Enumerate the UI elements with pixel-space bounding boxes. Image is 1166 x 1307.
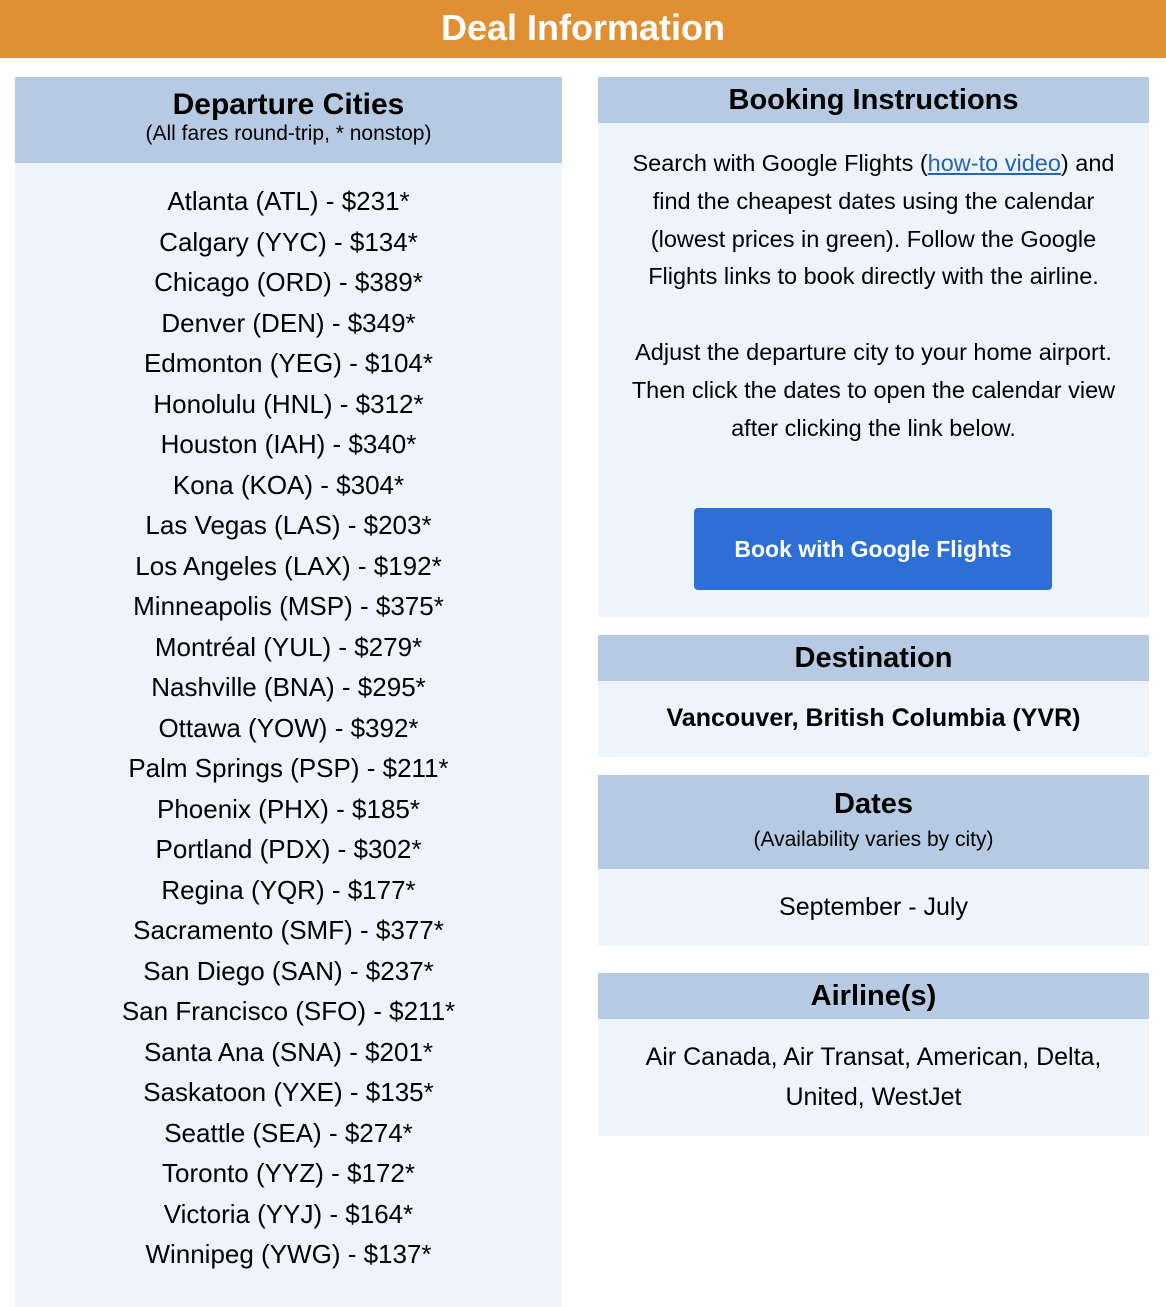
departure-city-item: Los Angeles (LAX) - $192* (135, 550, 442, 581)
departure-city-item: Minneapolis (MSP) - $375* (133, 591, 444, 621)
dates-title: Dates (834, 788, 913, 820)
departure-city-item: Nashville (BNA) - $295* (151, 672, 426, 702)
departure-city-item: Honolulu (HNL) - $312* (153, 388, 424, 419)
destination-title: Destination (794, 642, 953, 674)
departure-city-item: Edmonton (YEG) - $104* (143, 348, 434, 378)
destination-panel (598, 635, 1149, 757)
booking-paragraph-1 (628, 145, 1119, 296)
departure-city-item: Palm Springs (PSP) - $211* (128, 753, 449, 783)
booking-text-after-link: ) and find the cheapest dates using the calendar (lowest prices in green). Follow the Google Flights links to book directly with the airline. (648, 150, 1115, 290)
departure-city-item: Calgary (YYC) - $134* (159, 226, 418, 257)
departure-city-item: Sacramento (SMF) - $377* (133, 915, 444, 945)
departure-city-item: San Francisco (SFO) - $211* (121, 996, 456, 1026)
departure-city-item: Regina (YQR) - $177* (161, 874, 416, 905)
departure-city-item: Toronto (YYZ) - $172* (162, 1158, 415, 1188)
booking-instructions-title: Booking Instructions (728, 84, 1019, 116)
booking-paragraph-2: Adjust the departure city to your home airport. Then click the dates to open the calendar view after clicking the link below. (631, 339, 1116, 441)
departure-city-item: Winnipeg (YWG) - $137* (145, 1239, 432, 1269)
dates-subtitle: (Availability varies by city) (753, 828, 994, 851)
dates-value: September - July (779, 893, 968, 921)
departure-city-item: Seattle (SEA) - $274* (164, 1117, 413, 1148)
departure-city-item: Chicago (ORD) - $389* (154, 267, 423, 297)
dates-panel (598, 775, 1149, 946)
airlines-title: Airline(s) (810, 980, 937, 1012)
destination-value: Vancouver, British Columbia (YVR) (666, 704, 1081, 732)
departure-city-item: Denver (DEN) - $349* (161, 307, 416, 338)
departure-cities-title: Departure Cities (172, 88, 405, 121)
departure-city-item: Santa Ana (SNA) - $201* (143, 1036, 434, 1067)
departure-city-item: Victoria (YYJ) - $164* (163, 1198, 414, 1229)
departure-cities-subtitle: (All fares round-trip, * nonstop) (145, 122, 432, 145)
departure-city-list (15, 163, 562, 1275)
how-to-video-link[interactable]: how-to video (927, 150, 1061, 176)
destination-header (598, 635, 1149, 681)
booking-instructions-body (598, 123, 1149, 448)
departure-city-item: Saskatoon (YXE) - $135* (143, 1077, 434, 1107)
departure-cities-header (15, 77, 562, 163)
departure-city-item: San Diego (SAN) - $237* (143, 955, 434, 986)
deal-information-header (0, 0, 1166, 58)
departure-city-item: Las Vegas (LAS) - $203* (145, 510, 432, 540)
book-with-google-flights-button[interactable]: Book with Google Flights (694, 508, 1052, 590)
paragraph-gap (628, 296, 1119, 334)
departure-city-item: Phoenix (PHX) - $185* (156, 793, 421, 824)
airlines-value: Air Canada, Air Transat, American, Delta, United, WestJet (645, 1043, 1102, 1111)
departure-city-item: Kona (KOA) - $304* (172, 469, 405, 500)
airlines-header (598, 973, 1149, 1019)
departure-city-item: Ottawa (YOW) - $392* (158, 712, 419, 743)
departure-city-item: Portland (PDX) - $302* (155, 834, 422, 864)
dates-header (598, 775, 1149, 869)
departure-city-item: Atlanta (ATL) - $231* (167, 186, 410, 216)
page-title: Deal Information (440, 7, 726, 48)
departure-city-item: Houston (IAH) - $340* (160, 429, 417, 459)
booking-text-before-link: Search with Google Flights ( (632, 150, 928, 176)
departure-cities-panel (15, 77, 562, 1307)
booking-instructions-panel (598, 77, 1149, 617)
airlines-panel (598, 973, 1149, 1136)
departure-city-item: Montréal (YUL) - $279* (154, 631, 423, 662)
booking-instructions-header (598, 77, 1149, 123)
